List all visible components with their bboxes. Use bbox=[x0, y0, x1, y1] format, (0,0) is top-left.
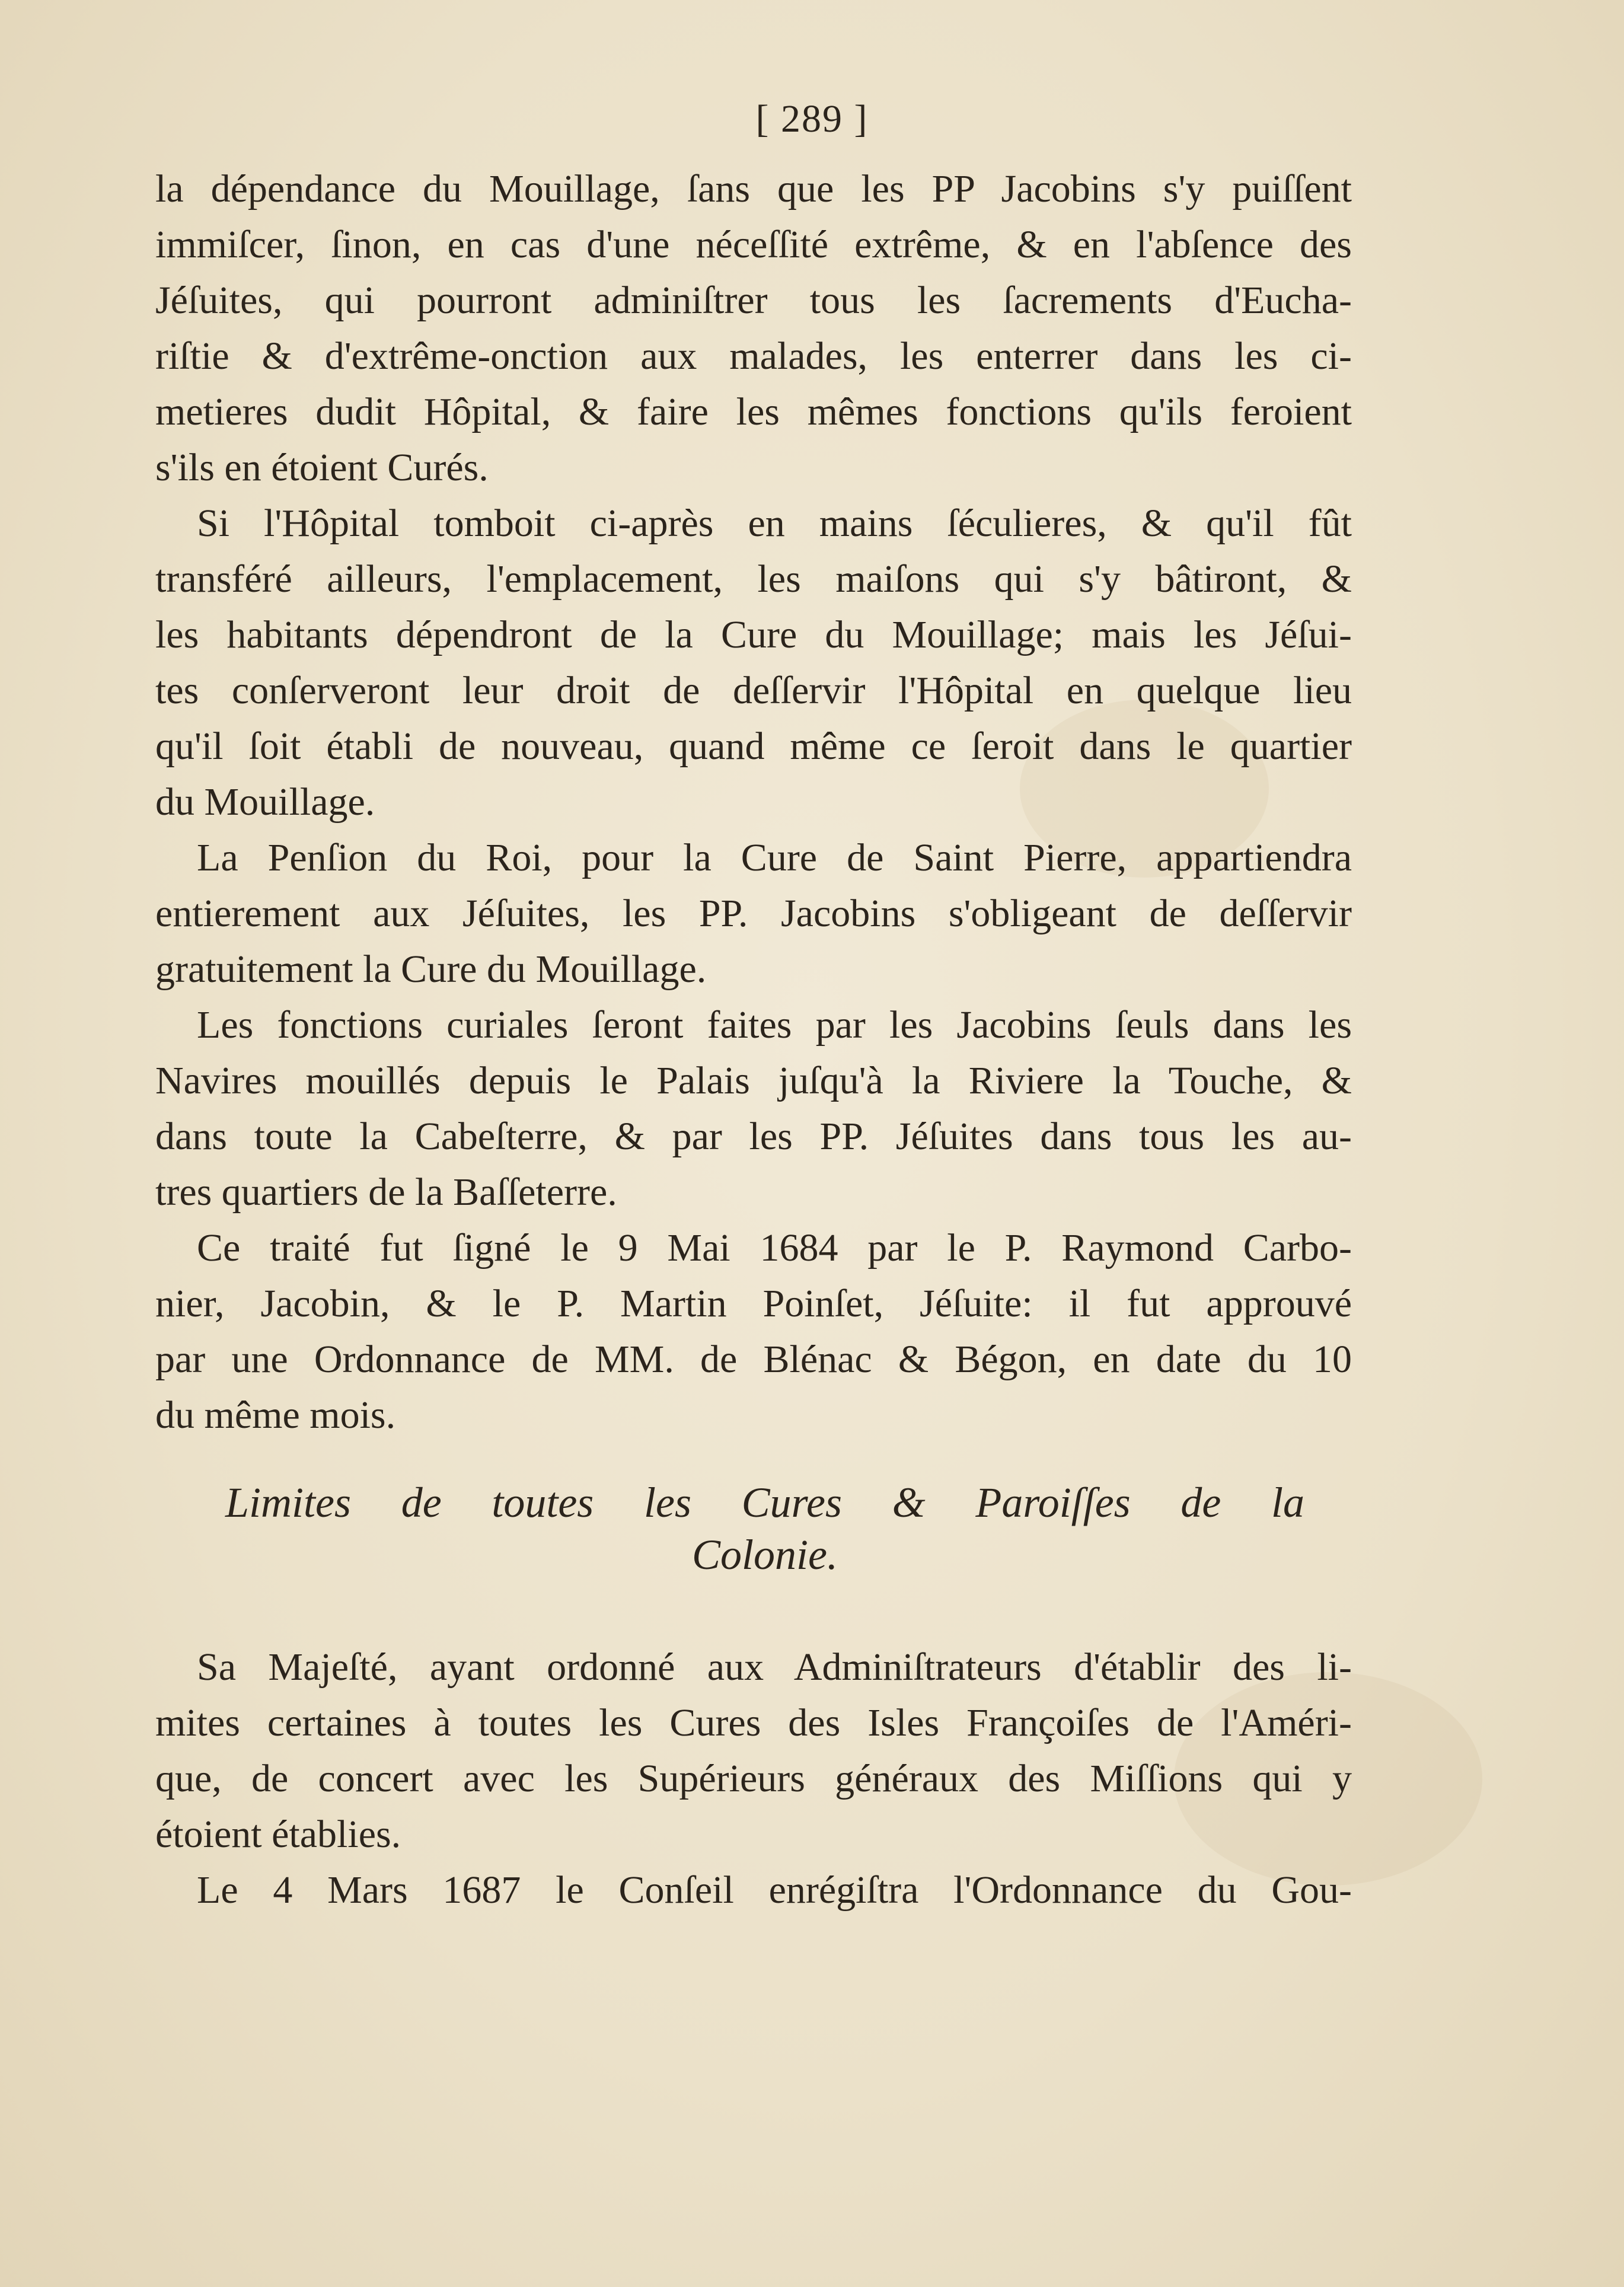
upper-text-block bbox=[155, 161, 1352, 1443]
text-line: du même mois. bbox=[155, 1393, 396, 1437]
text-line: Ce traité fut ſigné le 9 Mai 1684 par le P. Raymond Carbo- bbox=[197, 1226, 1352, 1270]
text-line: la dépendance du Mouillage, ſans que les PP Jacobins s'y puiſſent bbox=[155, 167, 1352, 210]
text-line: du Mouillage. bbox=[155, 780, 375, 824]
text-line: metieres dudit Hôpital, & faire les mêmes fonctions qu'ils feroient bbox=[155, 390, 1352, 433]
text-line: immiſcer, ſinon, en cas d'une néceſſité extrême, & en l'abſence des bbox=[155, 223, 1352, 266]
text-line: qu'il ſoit établi de nouveau, quand même ce ſeroit dans le quartier bbox=[155, 725, 1352, 768]
section-heading bbox=[225, 1476, 1304, 1581]
text-line: transféré ailleurs, l'emplacement, les maiſons qui s'y bâtiront, & bbox=[155, 557, 1352, 601]
text-line: tres quartiers de la Baſſeterre. bbox=[155, 1170, 617, 1214]
text-line: que, de concert avec les Supérieurs généraux des Miſſions qui y bbox=[155, 1757, 1352, 1800]
lower-text-block bbox=[155, 1640, 1352, 1918]
text-line: étoient établies. bbox=[155, 1813, 401, 1856]
text-line: gratuitement la Cure du Mouillage. bbox=[155, 948, 707, 991]
text-line: par une Ordonnance de MM. de Blénac & Bégon, en date du 10 bbox=[155, 1338, 1352, 1381]
text-line: entierement aux Jéſuites, les PP. Jacobins s'obligeant de deſſervir bbox=[155, 892, 1352, 935]
text-line: dans toute la Cabeſterre, & par les PP. Jéſuites dans tous les au- bbox=[155, 1115, 1352, 1158]
text-line: Navires mouillés depuis le Palais juſqu'à la Riviere la Touche, & bbox=[155, 1059, 1352, 1102]
text-line: Si l'Hôpital tomboit ci-après en mains ſéculieres, & qu'il fût bbox=[197, 502, 1352, 545]
text-line: s'ils en étoient Curés. bbox=[155, 446, 489, 489]
text-line: Les fonctions curiales ſeront faites par les Jacobins ſeuls dans les bbox=[197, 1003, 1352, 1047]
text-line: La Penſion du Roi, pour la Cure de Saint Pierre, appartiendra bbox=[197, 836, 1352, 879]
heading-line: Colonie. bbox=[692, 1531, 838, 1578]
text-line: Jéſuites, qui pourront adminiſtrer tous les ſacrements d'Eucha- bbox=[155, 279, 1352, 322]
text-line: mites certaines à toutes les Cures des Isles Françoiſes de l'Améri- bbox=[155, 1701, 1352, 1744]
text-line: riſtie & d'extrême-onction aux malades, les enterrer dans les ci- bbox=[155, 334, 1352, 378]
text-line: Sa Majeſté, ayant ordonné aux Adminiſtrateurs d'établir des li- bbox=[197, 1645, 1352, 1689]
page-number: [ 289 ] bbox=[755, 97, 869, 141]
text-line: nier, Jacobin, & le P. Martin Poinſet, Jéſuite: il fut approuvé bbox=[155, 1282, 1352, 1325]
text-line: Le 4 Mars 1687 le Conſeil enrégiſtra l'Ordonnance du Gou- bbox=[197, 1868, 1352, 1912]
text-line: les habitants dépendront de la Cure du Mouillage; mais les Jéſui- bbox=[155, 613, 1352, 656]
heading-line: Limites de toutes les Cures & Paroiſſes de la bbox=[225, 1479, 1304, 1526]
text-line: tes conſerveront leur droit de deſſervir l'Hôpital en quelque lieu bbox=[155, 669, 1352, 712]
